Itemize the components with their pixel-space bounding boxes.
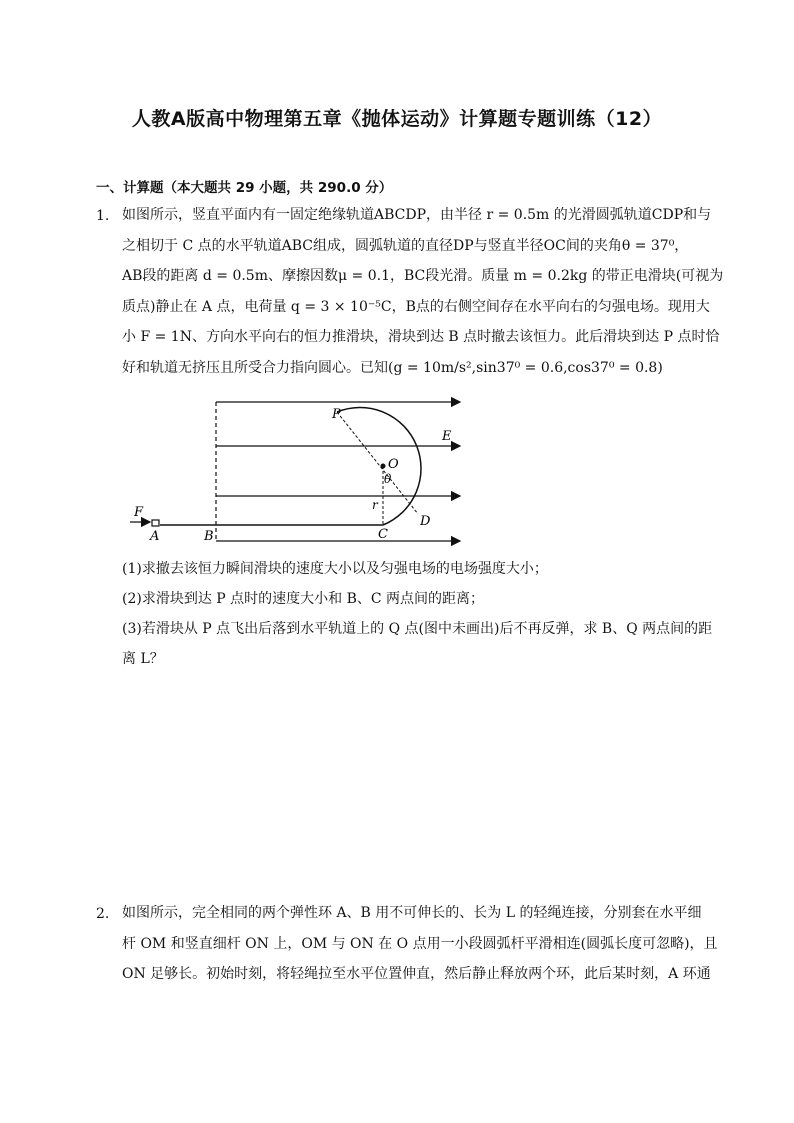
arc-track (337, 407, 421, 525)
q1-line: 小 F = 1N、方向水平向右的恒力推滑块，滑块到达 B 点时撤去该恒力。此后滑块到达 P 点时恰 (122, 329, 720, 345)
label-a: A (150, 529, 160, 544)
q2-line: 杆 OM 和竖直细杆 ON 上，OM 与 ON 在 O 点用一小段圆弧杆平滑相连(圆弧长度可忽略)，且 (122, 935, 718, 952)
q1-line: 之相切于 C 点的水平轨道ABC组成，圆弧轨道的直径DP与竖直半径OC间的夹角θ = 37⁰， (122, 237, 689, 254)
q1-line: AB段的距离 d = 0.5m、摩擦因数μ = 0.1，BC段光滑。质量 m = 0.2kg 的带正电滑块(可视为 (122, 268, 724, 284)
label-c: C (378, 527, 388, 542)
center-point (381, 464, 386, 469)
subquestion: (2)求滑块到达 P 点时的速度大小和 B、C 两点间的距离； (122, 591, 485, 607)
page-title: 人教A版高中物理第五章《抛体运动》计算题专题训练（12） (131, 108, 663, 130)
q1-line: 质点)静止在 A 点，电荷量 q = 3 × 10⁻⁵C，B点的右侧空间存在水平向右的匀强电场。现用大 (122, 298, 710, 315)
label-r: r (372, 498, 378, 512)
label-theta: θ (384, 472, 392, 486)
question-2-text (122, 898, 718, 990)
slider-block (152, 520, 159, 526)
q2-line: 如图所示，完全相同的两个弹性环 A、B 用不可伸长的、长为 L 的轻绳连接，分别套在水平细 (122, 905, 702, 921)
subquestion: (3)若滑块从 P 点飞出后落到水平轨道上的 Q 点(图中未画出)后不再反弹，求 B、Q 两点间的距 (122, 621, 713, 637)
q1-line: 如图所示，竖直平面内有一固定绝缘轨道ABCDP，由半径 r = 0.5m 的光滑圆弧轨道CDP和与 (122, 207, 712, 223)
q2-line: ON 足够长。初始时刻，将轻绳拉至水平位置伸直，然后静止释放两个环，此后某时刻，A 环通 (122, 966, 711, 982)
question-1-text (122, 200, 724, 383)
label-e: E (442, 429, 452, 444)
subquestion: (1)求撤去该恒力瞬间滑块的速度大小以及匀强电场的电场强度大小； (122, 561, 548, 577)
question-2-number: 2. (96, 906, 110, 922)
question-1-number: 1. (96, 208, 110, 224)
label-p: P (332, 407, 341, 422)
question-1-subquestions (122, 554, 713, 674)
subquestion: 离 L？ (122, 651, 164, 667)
label-o: O (388, 457, 399, 472)
section-heading: 一、计算题（本大题共 29 小题，共 290.0 分） (96, 180, 393, 196)
label-f: F (134, 505, 144, 520)
label-b: B (204, 529, 214, 544)
q1-line: 好和轨道无挤压且所受合力指向圆心。已知(g = 10m/s²,sin37⁰ = 0.6,cos37⁰ = 0.8) (122, 359, 663, 376)
label-d: D (420, 514, 431, 529)
question-1-figure (120, 388, 470, 548)
